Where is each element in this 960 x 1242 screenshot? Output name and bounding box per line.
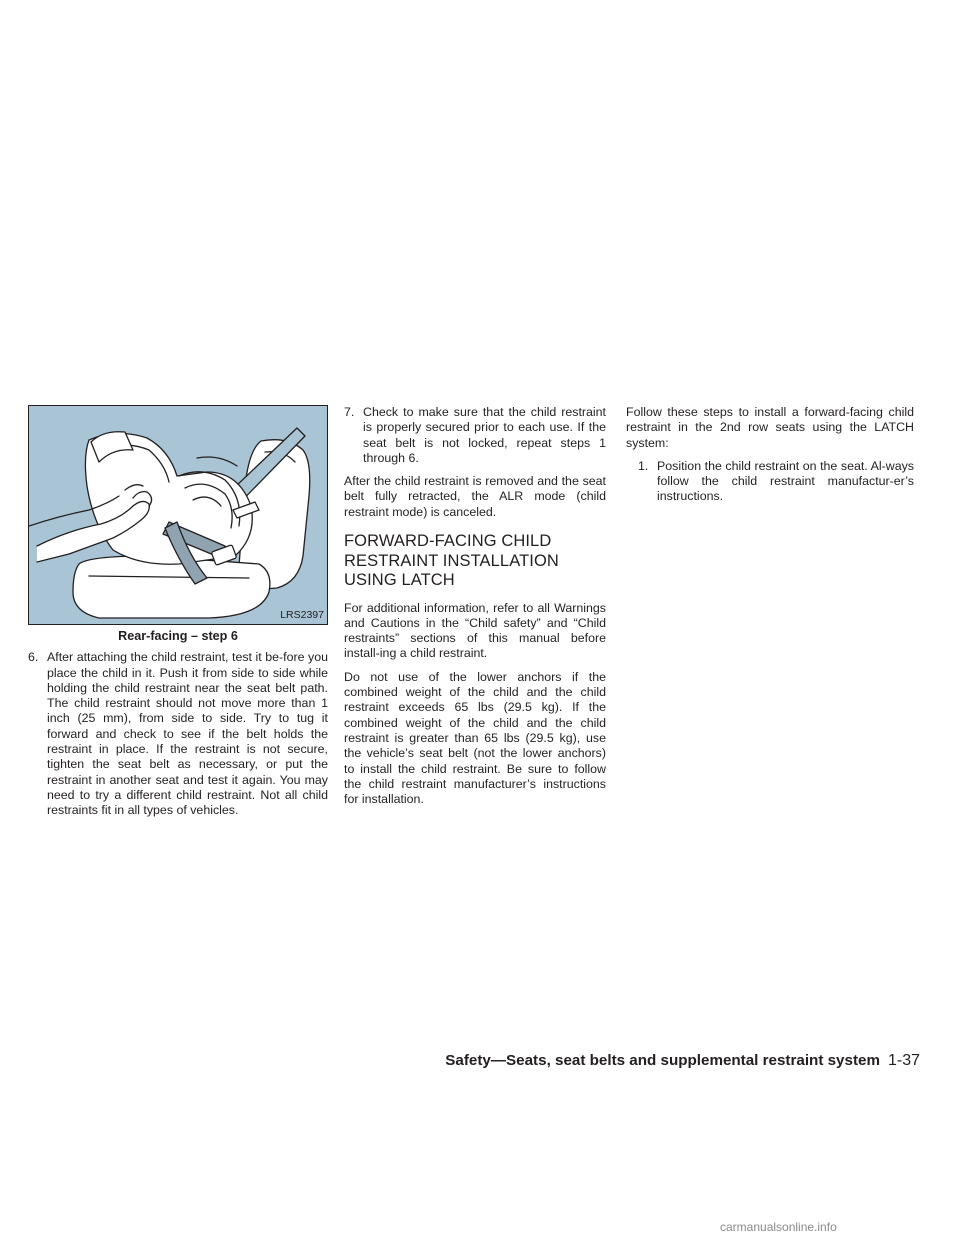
- list-item: [344, 405, 606, 466]
- figure-code: LRS2397: [280, 608, 324, 621]
- rear-facing-illustration: [28, 405, 328, 625]
- weight-paragraph: Do not use of the lower anchors if the combined weight of the child and the child restraint exceeds 65 lbs (29.5 kg). If the combined weight of the child and the child restraint is greater than 65 lbs (29.5 kg), use the vehicle’s seat belt (not the lower anchors) to install the child restraint. Be sure to follow the child restraint manufacturer’s instructions for installation.: [344, 669, 606, 807]
- info-paragraph: For additional information, refer to all Warnings and Cautions in the “Child safety” and “Child restraints” sections of this manual before install-ing a child restraint.: [344, 600, 606, 661]
- list-item: [28, 650, 328, 818]
- page-number: 1-37: [887, 1052, 920, 1069]
- column-1: [28, 405, 328, 827]
- step-number: 7.: [344, 405, 355, 419]
- step-number: 6.: [28, 650, 39, 665]
- alr-paragraph: After the child restraint is removed and the seat belt fully retracted, the ALR mode (child restraint mode) is canceled.: [344, 474, 606, 519]
- step-text: Position the child restraint on the seat. Al-ways follow the child restraint manufactur-er’s instructions.: [657, 458, 914, 504]
- steps-list-col2: [344, 405, 606, 466]
- watermark: carmanualsonline.info: [720, 1220, 837, 1234]
- list-item: [638, 459, 914, 505]
- step-text: After attaching the child restraint, test it be-fore you place the child in it. Push it from side to side while holding the child restraint near the seat belt path. The child restraint should not move more than 1 inch (25 mm), from side to side. Try to tug it forward and check to see if the belt holds the restraint in place. If the restraint is not secure, tighten the seat belt as necessary, or put the restraint in another seat and test it again. You may need to try a different child restraint. Not all child restraints fit in all types of vehicles.: [47, 650, 328, 818]
- intro-paragraph: Follow these steps to install a forward-facing child restraint in the 2nd row seats using the LATCH system:: [626, 405, 914, 450]
- steps-list-col1: [28, 650, 328, 818]
- step-text: Check to make sure that the child restraint is properly secured prior to each use. If the seat belt is not locked, repeat steps 1 through 6.: [363, 405, 606, 465]
- steps-list-col3: [638, 459, 914, 505]
- section-heading: FORWARD-FACING CHILD RESTRAINT INSTALLATION USING LATCH: [344, 532, 559, 590]
- page-footer: [300, 1052, 920, 1070]
- step-number: 1.: [638, 458, 649, 473]
- column-2: [344, 405, 606, 815]
- child-seat-drawing: [29, 406, 327, 624]
- figure-caption: Rear-facing – step 6: [118, 629, 238, 643]
- footer-section-title: Safety—Seats, seat belts and supplemental restraint system: [445, 1052, 880, 1069]
- column-3: [626, 405, 914, 513]
